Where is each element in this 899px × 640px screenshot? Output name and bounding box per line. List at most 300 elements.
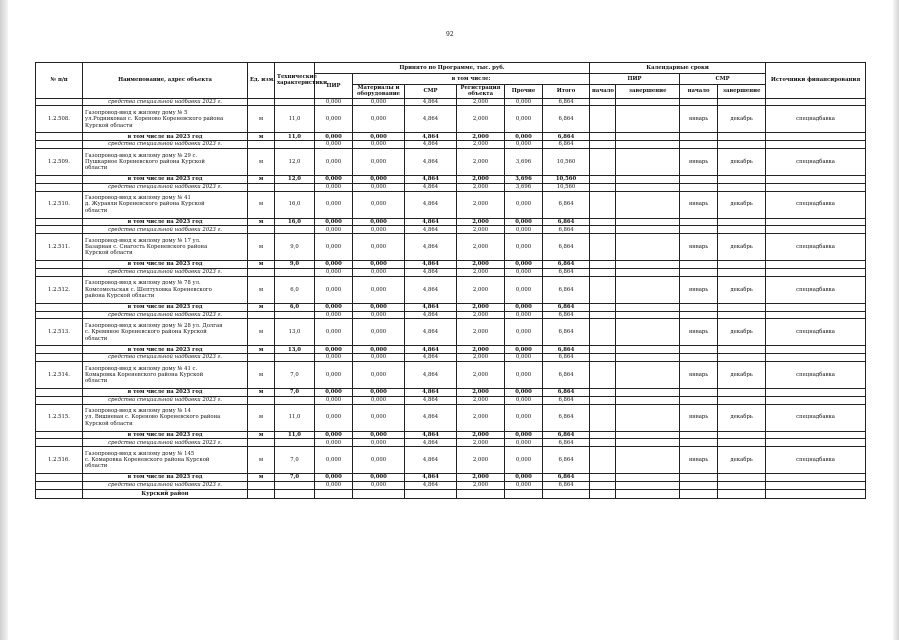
special-empty <box>766 311 866 319</box>
subtotal-reg: 2,000 <box>457 346 505 354</box>
unit: м <box>248 319 275 346</box>
object-name-line: д. Журавли Кореневского района Курской <box>85 201 205 208</box>
table-row <box>36 148 866 175</box>
header-smr: СМР <box>405 85 457 99</box>
subtotal-tech: 6,0 <box>275 303 315 311</box>
subtotal-unit: м <box>248 175 275 183</box>
header-sources: Источники финансирования <box>766 63 866 99</box>
special-label: средства специальной надбавки 2023 г. <box>83 439 248 447</box>
subtotal-label: в том числе на 2023 год <box>83 133 248 141</box>
subtotal-empty <box>616 303 680 311</box>
special-label: средства специальной надбавки 2023 г. <box>83 354 248 362</box>
smr-value: 4,864 <box>405 276 457 303</box>
subtotal-reg: 2,000 <box>457 261 505 269</box>
subtotal-unit: м <box>248 346 275 354</box>
subtotal-pir: 0,000 <box>315 388 353 396</box>
subtotal-reg: 2,000 <box>457 431 505 439</box>
subtotal-label: в том числе на 2023 год <box>83 474 248 482</box>
special-row <box>36 141 866 149</box>
pir-value: 0,000 <box>315 148 353 175</box>
special-other: 0,000 <box>505 268 543 276</box>
cal-pir-end <box>616 319 680 346</box>
materials-value: 0,000 <box>353 404 405 431</box>
subtotal-empty <box>590 261 616 269</box>
special-row <box>36 481 866 489</box>
header-start2: начало <box>680 85 718 99</box>
total-value: 6,864 <box>543 234 590 261</box>
special-empty <box>680 141 718 149</box>
subtotal-pir: 0,000 <box>315 431 353 439</box>
cal-pir-end <box>616 148 680 175</box>
subtotal-empty <box>718 431 766 439</box>
subtotal-unit: м <box>248 133 275 141</box>
subtotal-total: 6,864 <box>543 303 590 311</box>
special-pir: 0,000 <box>315 396 353 404</box>
object-name-line: Газопровод-ввод к жилому дому № 41 с. <box>85 365 198 372</box>
special-row <box>36 354 866 362</box>
materials-value: 0,000 <box>353 148 405 175</box>
special-empty <box>766 226 866 234</box>
row-number: 1.2.515. <box>36 404 83 431</box>
funding-source: спецнадбавка <box>766 447 866 474</box>
subtotal-pir: 0,000 <box>315 218 353 226</box>
special-mat: 0,000 <box>353 268 405 276</box>
subtotal-empty <box>766 261 866 269</box>
special-empty <box>590 141 616 149</box>
subtotal-smr: 4,864 <box>405 261 457 269</box>
pir-value: 0,000 <box>315 234 353 261</box>
subtotal-row <box>36 218 866 226</box>
total-value: 6,864 <box>543 106 590 133</box>
special-smr: 4,864 <box>405 481 457 489</box>
subtotal-mat: 0,000 <box>353 346 405 354</box>
pir-value: 0,000 <box>315 319 353 346</box>
other-value: 0,000 <box>505 319 543 346</box>
subtotal-unit: м <box>248 303 275 311</box>
special-empty <box>680 481 718 489</box>
subtotal-empty <box>766 388 866 396</box>
subtotal-empty <box>766 431 866 439</box>
subtotal-tech: 12,0 <box>275 175 315 183</box>
object-name-line: Курской области <box>85 122 133 129</box>
special-empty <box>248 311 275 319</box>
unit: м <box>248 148 275 175</box>
special-empty <box>275 268 315 276</box>
other-value: 3,696 <box>505 148 543 175</box>
subtotal-empty <box>766 133 866 141</box>
cal-pir-start <box>590 191 616 218</box>
header-materials: Материалы и оборудование <box>353 85 405 99</box>
header-calendar: Календарные сроки <box>590 63 766 74</box>
special-empty <box>590 481 616 489</box>
subtotal-empty <box>36 175 83 183</box>
unit: м <box>248 276 275 303</box>
special-mat: 0,000 <box>353 183 405 191</box>
subtotal-tech: 11,0 <box>275 133 315 141</box>
subtotal-empty <box>718 303 766 311</box>
special-reg: 2,000 <box>457 481 505 489</box>
header-program: Принято по Программе, тыс. руб. <box>315 63 590 74</box>
special-total: 6,864 <box>543 311 590 319</box>
special-empty <box>616 311 680 319</box>
row-number: 1.2.508. <box>36 106 83 133</box>
header-tech: Технические характеристики <box>275 63 315 99</box>
special-empty <box>590 311 616 319</box>
scan-edge-right <box>893 0 899 640</box>
funding-source: спецнадбавка <box>766 276 866 303</box>
row-number: 1.2.512. <box>36 276 83 303</box>
district-empty <box>353 489 405 498</box>
special-empty <box>718 226 766 234</box>
special-pir: 0,000 <box>315 141 353 149</box>
special-smr: 4,864 <box>405 311 457 319</box>
subtotal-pir: 0,000 <box>315 303 353 311</box>
funding-source: спецнадбавка <box>766 361 866 388</box>
special-other: 0,000 <box>505 141 543 149</box>
subtotal-empty <box>680 474 718 482</box>
special-empty <box>248 354 275 362</box>
object-name-line: Газопровод-ввод к жилому дому № 14 <box>85 408 191 415</box>
special-label: средства специальной надбавки 2023 г. <box>83 141 248 149</box>
subtotal-row <box>36 346 866 354</box>
subtotal-row <box>36 431 866 439</box>
object-name-line: Газопровод-ввод к жилому дому № 41 <box>85 195 191 202</box>
subtotal-empty <box>36 218 83 226</box>
object-name <box>83 234 248 261</box>
special-empty <box>275 396 315 404</box>
special-label: средства специальной надбавки 2023 г. <box>83 311 248 319</box>
funding-source: спецнадбавка <box>766 148 866 175</box>
special-empty <box>680 311 718 319</box>
special-empty <box>275 183 315 191</box>
object-name <box>83 148 248 175</box>
special-empty <box>680 183 718 191</box>
special-smr: 4,864 <box>405 396 457 404</box>
special-other: 0,000 <box>505 311 543 319</box>
object-name-line: Базарная с. Снагость Кореневского района <box>85 244 208 251</box>
subtotal-empty <box>590 346 616 354</box>
special-empty <box>590 183 616 191</box>
smr-value: 4,864 <box>405 234 457 261</box>
special-pir: 0,000 <box>315 439 353 447</box>
registration-value: 2,000 <box>457 106 505 133</box>
special-mat: 0,000 <box>353 98 405 106</box>
special-empty <box>718 439 766 447</box>
special-empty <box>718 396 766 404</box>
special-empty <box>766 481 866 489</box>
subtotal-smr: 4,864 <box>405 388 457 396</box>
special-row <box>36 311 866 319</box>
special-total: 6,864 <box>543 439 590 447</box>
row-number: 1.2.513. <box>36 319 83 346</box>
special-empty <box>766 439 866 447</box>
subtotal-empty <box>590 133 616 141</box>
subtotal-empty <box>616 218 680 226</box>
special-empty <box>590 226 616 234</box>
object-name <box>83 106 248 133</box>
subtotal-label: в том числе на 2023 год <box>83 261 248 269</box>
registration-value: 2,000 <box>457 404 505 431</box>
special-reg: 2,000 <box>457 183 505 191</box>
registration-value: 2,000 <box>457 276 505 303</box>
special-empty <box>275 354 315 362</box>
header-registration: Регистрация объекта <box>457 85 505 99</box>
smr-value: 4,864 <box>405 319 457 346</box>
subtotal-mat: 0,000 <box>353 175 405 183</box>
district-empty <box>505 489 543 498</box>
other-value: 0,000 <box>505 447 543 474</box>
special-smr: 4,864 <box>405 183 457 191</box>
special-empty <box>766 354 866 362</box>
subtotal-row <box>36 133 866 141</box>
special-empty <box>248 183 275 191</box>
district-empty <box>457 489 505 498</box>
special-other: 0,000 <box>505 354 543 362</box>
special-empty <box>718 141 766 149</box>
cal-pir-end <box>616 361 680 388</box>
object-name-line: Курской области <box>85 420 133 427</box>
subtotal-reg: 2,000 <box>457 388 505 396</box>
cal-smr-start: январь <box>680 276 718 303</box>
special-empty <box>36 268 83 276</box>
special-empty <box>616 226 680 234</box>
other-value: 0,000 <box>505 234 543 261</box>
funding-source: спецнадбавка <box>766 319 866 346</box>
special-label: средства специальной надбавки 2023 г. <box>83 396 248 404</box>
special-reg: 2,000 <box>457 141 505 149</box>
subtotal-empty <box>680 388 718 396</box>
special-mat: 0,000 <box>353 354 405 362</box>
special-empty <box>766 183 866 191</box>
header-cal-smr: СМР <box>680 74 766 85</box>
object-name-line: ул.Родниковая с. Кореново Кореневского района <box>85 116 224 123</box>
subtotal-total: 6,864 <box>543 218 590 226</box>
district-name: Курский район <box>83 489 248 498</box>
subtotal-mat: 0,000 <box>353 218 405 226</box>
special-mat: 0,000 <box>353 311 405 319</box>
object-name-line: Пушкарное Кореневского района Курской <box>85 158 205 165</box>
object-name-line: Газопровод-ввод к жилому дому № 29 с. <box>85 152 198 159</box>
unit: м <box>248 234 275 261</box>
special-empty <box>766 396 866 404</box>
cal-smr-end: декабрь <box>718 404 766 431</box>
subtotal-smr: 4,864 <box>405 133 457 141</box>
special-empty <box>718 268 766 276</box>
subtotal-empty <box>680 346 718 354</box>
district-empty <box>718 489 766 498</box>
special-empty <box>36 183 83 191</box>
subtotal-empty <box>680 218 718 226</box>
object-name-line: области <box>85 207 108 214</box>
special-total: 6,864 <box>543 141 590 149</box>
district-empty <box>275 489 315 498</box>
special-total: 6,864 <box>543 354 590 362</box>
pir-value: 0,000 <box>315 276 353 303</box>
special-pir: 0,000 <box>315 268 353 276</box>
special-other: 0,000 <box>505 396 543 404</box>
subtotal-empty <box>590 303 616 311</box>
registration-value: 2,000 <box>457 361 505 388</box>
cal-smr-start: январь <box>680 319 718 346</box>
object-name-line: Газопровод-ввод к жилому дому № 5 <box>85 109 188 116</box>
materials-value: 0,000 <box>353 106 405 133</box>
subtotal-mat: 0,000 <box>353 261 405 269</box>
subtotal-other: 0,000 <box>505 261 543 269</box>
special-reg: 2,000 <box>457 98 505 106</box>
subtotal-empty <box>766 218 866 226</box>
special-empty <box>36 311 83 319</box>
special-empty <box>36 141 83 149</box>
special-empty <box>590 354 616 362</box>
special-empty <box>248 226 275 234</box>
special-mat: 0,000 <box>353 226 405 234</box>
object-name <box>83 361 248 388</box>
subtotal-total: 10,560 <box>543 175 590 183</box>
special-pir: 0,000 <box>315 183 353 191</box>
subtotal-empty <box>616 431 680 439</box>
special-reg: 2,000 <box>457 439 505 447</box>
special-empty <box>36 396 83 404</box>
header-no: № п/п <box>36 63 83 99</box>
special-empty <box>616 481 680 489</box>
object-name-line: ул. Вишневая с. Кореново Кореневского района <box>85 414 221 421</box>
subtotal-empty <box>718 218 766 226</box>
subtotal-empty <box>36 431 83 439</box>
row-number: 1.2.510. <box>36 191 83 218</box>
object-name <box>83 319 248 346</box>
special-empty <box>616 354 680 362</box>
registration-value: 2,000 <box>457 319 505 346</box>
row-number: 1.2.509. <box>36 148 83 175</box>
subtotal-empty <box>590 218 616 226</box>
header-unit: Ед. изм. <box>248 63 275 99</box>
special-smr: 4,864 <box>405 439 457 447</box>
special-empty <box>36 354 83 362</box>
subtotal-tech: 7,0 <box>275 474 315 482</box>
subtotal-tech: 9,0 <box>275 261 315 269</box>
materials-value: 0,000 <box>353 191 405 218</box>
object-name-line: Газопровод-ввод к жилому дому № 17 ул. <box>85 237 201 244</box>
object-name <box>83 191 248 218</box>
materials-value: 0,000 <box>353 234 405 261</box>
special-reg: 2,000 <box>457 396 505 404</box>
subtotal-smr: 4,864 <box>405 431 457 439</box>
special-label: средства специальной надбавки 2023 г. <box>83 183 248 191</box>
cal-smr-start: январь <box>680 404 718 431</box>
total-value: 6,864 <box>543 361 590 388</box>
special-smr: 4,864 <box>405 98 457 106</box>
special-total: 10,560 <box>543 183 590 191</box>
subtotal-empty <box>680 303 718 311</box>
special-label: средства специальной надбавки 2023 г. <box>83 268 248 276</box>
special-empty <box>616 183 680 191</box>
cal-pir-end <box>616 404 680 431</box>
subtotal-total: 6,864 <box>543 133 590 141</box>
header-name: Наименование, адрес объекта <box>83 63 248 99</box>
subtotal-reg: 2,000 <box>457 175 505 183</box>
smr-value: 4,864 <box>405 106 457 133</box>
subtotal-empty <box>36 261 83 269</box>
special-smr: 4,864 <box>405 226 457 234</box>
subtotal-total: 6,864 <box>543 474 590 482</box>
subtotal-empty <box>680 431 718 439</box>
special-empty <box>248 396 275 404</box>
cal-smr-start: январь <box>680 106 718 133</box>
subtotal-mat: 0,000 <box>353 133 405 141</box>
object-name-line: области <box>85 463 108 470</box>
special-empty <box>590 268 616 276</box>
subtotal-row <box>36 175 866 183</box>
district-empty <box>248 489 275 498</box>
subtotal-empty <box>590 431 616 439</box>
cal-smr-end: декабрь <box>718 319 766 346</box>
subtotal-smr: 4,864 <box>405 303 457 311</box>
table-row <box>36 404 866 431</box>
district-empty <box>680 489 718 498</box>
special-empty <box>248 141 275 149</box>
subtotal-row <box>36 388 866 396</box>
subtotal-empty <box>616 346 680 354</box>
object-name-line: области <box>85 335 108 342</box>
cal-smr-end: декабрь <box>718 276 766 303</box>
cal-pir-end <box>616 106 680 133</box>
special-empty <box>590 396 616 404</box>
cal-pir-end <box>616 191 680 218</box>
cal-smr-end: декабрь <box>718 361 766 388</box>
subtotal-smr: 4,864 <box>405 218 457 226</box>
subtotal-row <box>36 261 866 269</box>
cal-pir-start <box>590 276 616 303</box>
special-other: 0,000 <box>505 481 543 489</box>
special-smr: 4,864 <box>405 354 457 362</box>
table-row <box>36 234 866 261</box>
cal-pir-end <box>616 234 680 261</box>
subtotal-total: 6,864 <box>543 388 590 396</box>
subtotal-tech: 11,0 <box>275 431 315 439</box>
page-number: 92 <box>446 31 454 38</box>
special-empty <box>766 141 866 149</box>
total-value: 6,864 <box>543 404 590 431</box>
scan-edge-left <box>0 0 8 640</box>
subtotal-smr: 4,864 <box>405 175 457 183</box>
special-empty <box>36 481 83 489</box>
subtotal-other: 0,000 <box>505 388 543 396</box>
cal-pir-start <box>590 234 616 261</box>
subtotal-empty <box>766 303 866 311</box>
object-name-line: области <box>85 165 108 172</box>
materials-value: 0,000 <box>353 447 405 474</box>
subtotal-empty <box>680 133 718 141</box>
tech: 11,0 <box>275 404 315 431</box>
cal-smr-start: январь <box>680 361 718 388</box>
special-row <box>36 268 866 276</box>
subtotal-row <box>36 303 866 311</box>
pir-value: 0,000 <box>315 191 353 218</box>
subtotal-empty <box>616 261 680 269</box>
subtotal-empty <box>616 388 680 396</box>
unit: м <box>248 361 275 388</box>
subtotal-reg: 2,000 <box>457 133 505 141</box>
funding-source: спецнадбавка <box>766 191 866 218</box>
special-reg: 2,000 <box>457 311 505 319</box>
subtotal-mat: 0,000 <box>353 303 405 311</box>
cal-smr-end: декабрь <box>718 148 766 175</box>
subtotal-reg: 2,000 <box>457 303 505 311</box>
special-label: средства специальной надбавки 2023 г. <box>83 98 248 106</box>
subtotal-reg: 2,000 <box>457 218 505 226</box>
object-name-line: района Курской области <box>85 292 155 299</box>
subtotal-other: 0,000 <box>505 474 543 482</box>
